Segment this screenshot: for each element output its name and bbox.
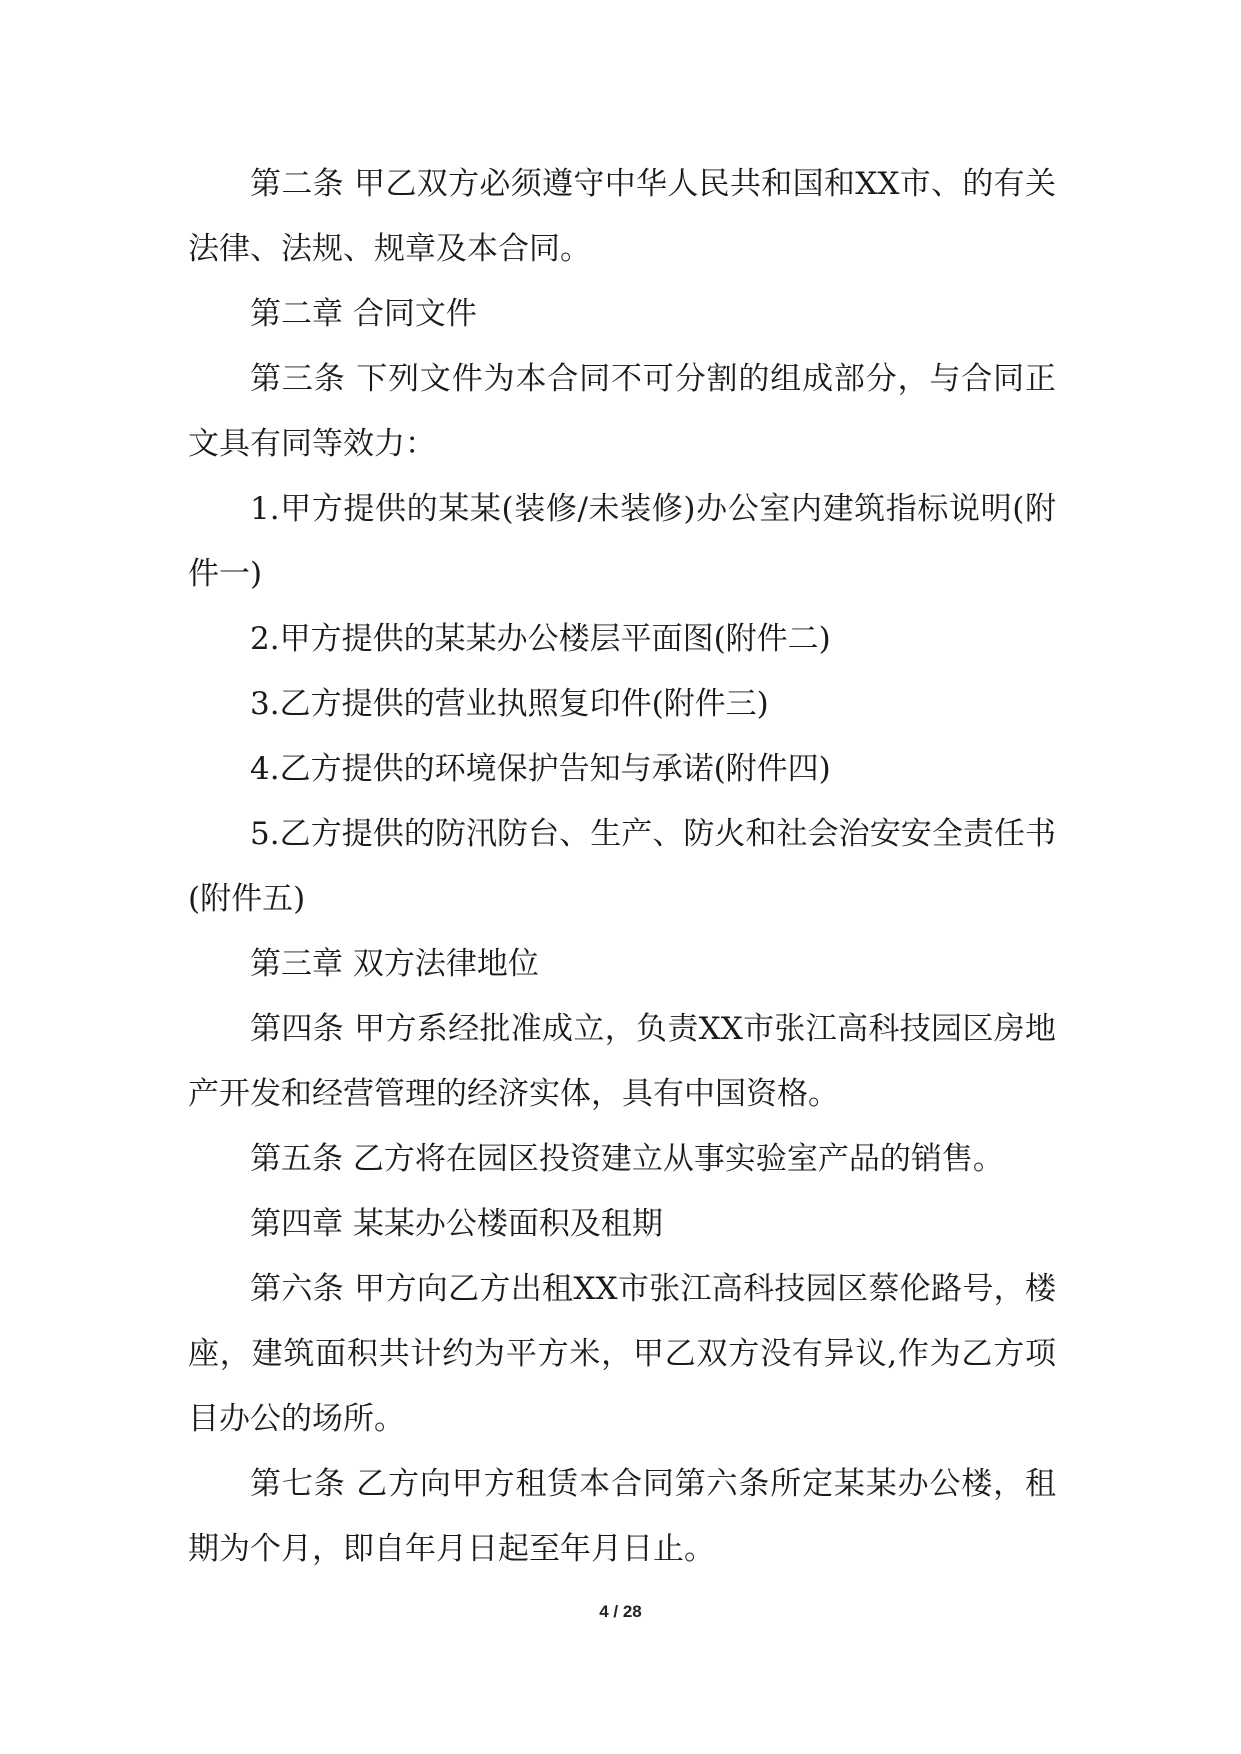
list-item-3: 3.乙方提供的营业执照复印件(附件三) <box>250 686 769 722</box>
article-7-paragraph: 第七条 乙方向甲方租赁本合同第六条所定某某办公楼，租期为个月，即自年月日起至年月日止。 <box>188 1466 1056 1567</box>
page-number: 4 / 28 <box>599 1602 642 1621</box>
chapter-4-heading: 第四章 某某办公楼面积及租期 <box>250 1206 663 1242</box>
list-item-5: 5.乙方提供的防汛防台、生产、防火和社会治安安全责任书(附件五) <box>188 816 1056 917</box>
article-3-paragraph: 第三条 下列文件为本合同不可分割的组成部分，与合同正文具有同等效力： <box>188 361 1056 462</box>
article-2-paragraph: 第二条 甲乙双方必须遵守中华人民共和国和XX市、的有关法律、法规、规章及本合同。 <box>188 166 1056 267</box>
list-item-2: 2.甲方提供的某某办公楼层平面图(附件二) <box>250 621 831 657</box>
chapter-2-heading: 第二章 合同文件 <box>250 296 477 332</box>
chapter-3-heading: 第三章 双方法律地位 <box>250 946 539 982</box>
list-item-4: 4.乙方提供的环境保护告知与承诺(附件四) <box>250 751 831 787</box>
article-4-paragraph: 第四条 甲方系经批准成立，负责XX市张江高科技园区房地产开发和经营管理的经济实体，具有中国资格。 <box>188 1011 1056 1112</box>
document-body <box>188 152 1056 1582</box>
article-6-paragraph: 第六条 甲方向乙方出租XX市张江高科技园区蔡伦路号，楼座，建筑面积共计约为平方米，甲乙双方没有异议,作为乙方项目办公的场所。 <box>188 1271 1056 1437</box>
list-item-1: 1.甲方提供的某某(装修/未装修)办公室内建筑指标说明(附件一) <box>188 491 1056 592</box>
article-5-paragraph: 第五条 乙方将在园区投资建立从事实验室产品的销售。 <box>250 1141 1004 1177</box>
